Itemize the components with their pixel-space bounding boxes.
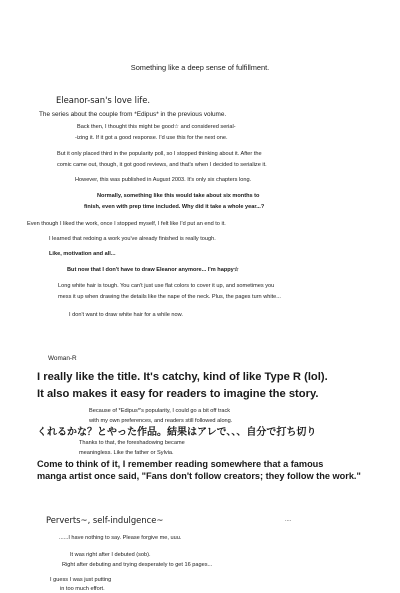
text-line: It also makes it easy for readers to imagine the story. <box>37 388 319 400</box>
text-line: くれるかな？とやった作品。結果はアレで、、、自分で打ち切り <box>37 427 317 438</box>
section-heading-perverts: Perverts~, self-indulgence~ <box>46 515 164 525</box>
text-line: ......I have nothing to say. Please forgive me, uuu. <box>59 535 182 541</box>
text-line: mess it up when drawing the details like the nape of the neck. Plus, the pages turn white... <box>58 294 281 300</box>
text-line: -izing it. If it got a good response. I'd use this for the next one. <box>75 135 228 141</box>
section-heading-woman-r: Woman-R <box>48 355 77 362</box>
text-line: It was right after I debuted (sob). <box>70 552 151 558</box>
text-line: Right after debuting and trying desperately to get 16 pages... <box>62 562 213 568</box>
text-line: finish, even with prep time included. Why did it take a whole year...? <box>84 204 265 210</box>
text-line: Come to think of it, I remember reading somewhere that a famous <box>37 459 324 469</box>
text-line: I learned that redoing a work you've already finished is really tough. <box>49 236 216 242</box>
section-heading-eleanor: Eleanor-san's love life. <box>56 95 151 105</box>
text-line: Long white hair is tough. You can't just use flat colors to cover it up, and sometimes you <box>58 283 275 289</box>
text-line: I don't want to draw white hair for a while now. <box>69 312 183 318</box>
text-line: comic came out, though, it got good reviews, and that's when I decided to serialize it. <box>57 162 267 168</box>
text-line: Like, motivation and all... <box>49 251 116 257</box>
text-line: in too much effort. <box>60 586 105 592</box>
text-line: I guess I was just putting <box>50 577 112 583</box>
text-line: Because of *Edipus*'s popularity, I could go a bit off track <box>89 408 231 414</box>
text-line: But it only placed third in the popularity poll, so I stopped thinking about it. After the <box>57 151 262 157</box>
text-line: meaningless. Like the father or Sylvia. <box>79 450 174 456</box>
text-line: Back then, I thought this might be good☆ and considered serial- <box>77 124 236 130</box>
text-line: with my own preferences, and readers still followed along. <box>89 418 233 424</box>
text-line: The series about the couple from *Edipus* in the previous volume. <box>39 111 227 118</box>
text-line: I really like the title. It's catchy, kind of like Type R (lol). <box>37 371 328 383</box>
text-line: manga artist once said, "Fans don't follow creators; they follow the work." <box>37 471 361 481</box>
section-title: Something like a deep sense of fulfillment. <box>130 63 270 72</box>
text-line: Thanks to that, the foreshadowing became <box>79 440 185 446</box>
ellipsis-mark: .... <box>285 517 292 523</box>
text-line: However, this was published in August 2003. It's only six chapters long. <box>75 177 252 183</box>
text-line: Normally, something like this would take about six months to <box>97 193 260 199</box>
text-line: Even though I liked the work, once I stopped myself, I felt like I'd put an end to it. <box>27 221 226 227</box>
text-line: But now that I don't have to draw Eleanor anymore... I'm happy☆ <box>67 267 239 273</box>
